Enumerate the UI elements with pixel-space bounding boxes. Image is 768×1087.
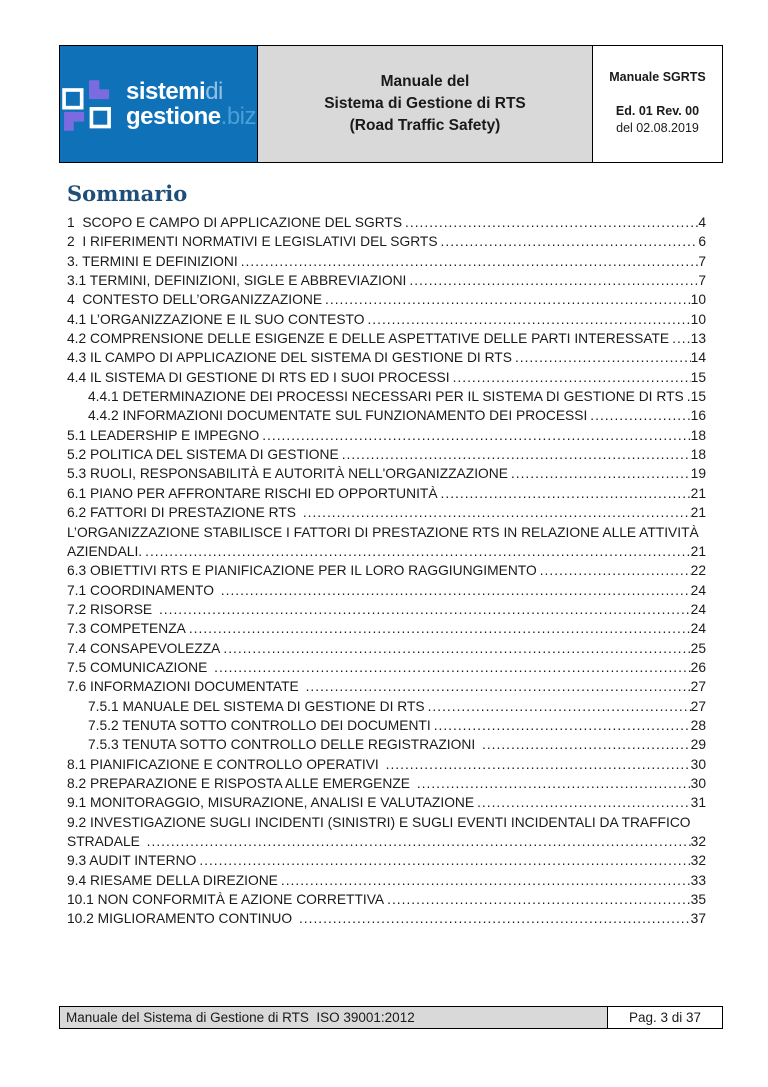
toc-entry-page: 29 (690, 737, 706, 753)
toc-entry[interactable] (67, 368, 706, 387)
toc-entry-label: 7.5 COMUNICAZIONE (67, 659, 212, 675)
document-title-line: (Road Traffic Safety) (349, 117, 501, 134)
toc-dot-leader (425, 697, 691, 716)
toc-entry[interactable] (67, 832, 706, 851)
toc-entry[interactable] (67, 348, 706, 367)
document-footer (59, 1006, 723, 1029)
toc-entry[interactable] (67, 484, 706, 503)
toc-dot-leader (259, 426, 690, 445)
logo-cell (60, 46, 258, 162)
toc-dot-leader (296, 909, 691, 928)
toc-entry-label: 5.2 POLITICA DEL SISTEMA DI GESTIONE (67, 447, 339, 463)
toc-entry-label: 5.3 RUOLI, RESPONSABILITÀ E AUTORITÀ NELL'ORGANIZZAZIONE (67, 466, 508, 482)
toc-entry[interactable] (67, 755, 706, 774)
toc-dot-leader (406, 271, 698, 290)
toc-entry-page: 21 (690, 505, 706, 521)
toc-dot-leader (211, 658, 691, 677)
toc-entry-page: 21 (690, 543, 706, 559)
toc-entry-label: 9.3 AUDIT INTERNO (67, 853, 197, 869)
toc-dot-leader (402, 213, 698, 232)
toc-entry-label: 7.4 CONSAPEVOLEZZA (67, 640, 221, 656)
toc-entry-page: 7 (698, 273, 706, 289)
toc-dot-leader (196, 851, 690, 870)
toc-entry-page: 35 (690, 892, 706, 908)
toc-entry-page: 15 (690, 389, 706, 405)
toc-dot-leader (384, 890, 691, 909)
toc-entry[interactable] (67, 329, 706, 348)
document-ref-cell (593, 46, 722, 162)
toc-dot-leader (144, 832, 691, 851)
toc-entry[interactable] (67, 890, 706, 909)
toc-entry-label: L’ORGANIZZAZIONE STABILISCE I FATTORI DI PRESTAZIONE RTS IN RELAZIONE ALLE ATTIVITÀ (67, 524, 699, 540)
toc-dot-leader (508, 464, 691, 483)
toc-entry-label: 5.1 LEADERSHIP E IMPEGNO (67, 427, 260, 443)
toc-entry[interactable] (67, 813, 706, 832)
toc-entry[interactable] (67, 639, 706, 658)
toc-entry-page: 13 (690, 331, 706, 347)
toc-entry[interactable] (67, 252, 706, 271)
toc-entry[interactable] (67, 697, 706, 716)
toc-entry-label: STRADALE (67, 834, 144, 849)
toc-dot-leader (537, 561, 691, 580)
toc-entry[interactable] (67, 793, 706, 812)
toc-entry-page: 32 (690, 834, 706, 849)
toc-dot-leader (303, 677, 691, 696)
toc-entry[interactable] (67, 503, 706, 522)
toc-entry-page: 32 (690, 853, 706, 869)
toc-entry-label: 8.2 PREPARAZIONE E RISPOSTA ALLE EMERGENZE (67, 775, 414, 791)
toc-dot-leader (142, 542, 691, 561)
toc-entry-label: 4 CONTESTO DELL’ORGANIZZAZIONE (67, 292, 323, 308)
logo-wordmark (126, 79, 256, 129)
toc-dot-leader (431, 716, 691, 735)
toc-entry-label: 7.5.2 TENUTA SOTTO CONTROLLO DEI DOCUMENTI (88, 717, 431, 733)
toc-entry-label: 9.1 MONITORAGGIO, MISURAZIONE, ANALISI E VALUTAZIONE (67, 795, 475, 811)
toc-entry-label: 2 I RIFERIMENTI NORMATIVI E LEGISLATIVI DEL SGRTS (67, 234, 438, 250)
toc-entry-label: 9.2 INVESTIGAZIONE SUGLI INCIDENTI (SINISTRI) E SUGLI EVENTI INCIDENTALI DA TRAFFICO (67, 814, 691, 830)
toc-entry-label: 3.1 TERMINI, DEFINIZIONI, SIGLE E ABBREVIAZIONI (67, 273, 407, 289)
toc-entry[interactable] (67, 909, 706, 928)
toc-entry-label: 10.2 MIGLIORAMENTO CONTINUO (67, 911, 296, 927)
toc-entry[interactable] (67, 774, 706, 793)
toc-dot-leader (220, 639, 690, 658)
toc-entry[interactable] (67, 445, 706, 464)
toc-dot-leader (300, 503, 691, 522)
toc-entry-page: 7 (698, 253, 706, 269)
footer-page-number: Pag. 3 di 37 (608, 1007, 722, 1028)
toc-entry-label: 7.1 COORDINAMENTO (67, 582, 218, 598)
toc-dot-leader (383, 755, 691, 774)
logo-line-2: gestione.biz (125, 103, 257, 130)
toc-dot-leader (339, 445, 691, 464)
toc-entry-page: 22 (690, 563, 706, 579)
toc-dot-leader (238, 252, 699, 271)
toc-dot-leader (322, 290, 691, 309)
toc-entry-label: 4.1 L’ORGANIZZAZIONE E IL SUO CONTESTO (67, 311, 365, 327)
toc-entry-page: 25 (690, 640, 706, 656)
toc-dot-leader (684, 387, 691, 406)
toc-entry-page: 37 (690, 911, 706, 927)
toc-entry-label: 6.2 FATTORI DI PRESTAZIONE RTS (67, 505, 300, 521)
toc-entry-label: AZIENDALI. (67, 543, 143, 559)
toc-entry-page: 10 (690, 311, 706, 327)
logo-line-1: sistemidi (125, 78, 223, 105)
toc-entry-label: 7.6 INFORMAZIONI DOCUMENTATE (67, 679, 303, 695)
toc-entry[interactable] (67, 851, 706, 870)
toc-dot-leader (587, 406, 690, 425)
toc-entry-page: 19 (690, 466, 706, 482)
toc-entry-page: 6 (698, 234, 706, 250)
toc-entry[interactable] (67, 523, 706, 542)
toc-entry-page: 26 (690, 659, 706, 675)
toc-dot-leader (438, 484, 691, 503)
logo-squares-icon (61, 75, 117, 133)
toc-entry-label: 3. TERMINI E DEFINIZIONI (67, 253, 238, 269)
toc-entry-label: 10.1 NON CONFORMITÀ E AZIONE CORRETTIVA (67, 892, 385, 908)
toc-entry-page: 14 (690, 350, 706, 366)
toc-entry[interactable] (67, 290, 706, 309)
footer-document-name: Manuale del Sistema di Gestione di RTS ISO 39001:2012 (60, 1007, 608, 1028)
toc-dot-leader (438, 232, 699, 251)
toc-entry[interactable] (67, 426, 706, 445)
company-logo (61, 75, 256, 133)
toc-entry-label: 1 SCOPO E CAMPO DI APPLICAZIONE DEL SGRTS (67, 215, 403, 230)
toc-entry[interactable] (67, 310, 706, 329)
toc-entry-label: 7.2 RISORSE (67, 601, 156, 617)
toc-entry[interactable] (67, 581, 706, 600)
toc-dot-leader (474, 793, 691, 812)
toc-entry-page: 10 (690, 292, 706, 308)
toc-entry[interactable] (67, 464, 706, 483)
toc-entry-page: 18 (690, 447, 706, 463)
toc-entry-label: 4.4.1 DETERMINAZIONE DEI PROCESSI NECESSARI PER IL SISTEMA DI GESTIONE DI RTS (88, 389, 684, 405)
toc-entry[interactable] (67, 716, 706, 735)
toc-entry[interactable] (67, 600, 706, 619)
toc-entry-page: 24 (690, 621, 706, 637)
toc-list (67, 213, 706, 929)
toc-dot-leader (512, 348, 691, 367)
toc-dot-leader (186, 619, 691, 638)
toc-dot-leader (218, 581, 691, 600)
toc-entry-label: 7.5.1 MANUALE DEL SISTEMA DI GESTIONE DI RTS (88, 698, 425, 714)
toc-entry[interactable] (67, 387, 706, 406)
toc-entry-page: 27 (690, 679, 706, 695)
toc-entry[interactable] (67, 406, 706, 425)
toc-entry-label: 7.3 COMPETENZA (67, 621, 186, 637)
toc-dot-leader (364, 310, 690, 329)
toc-entry-page: 24 (690, 601, 706, 617)
toc-entry-label: 4.2 COMPRENSIONE DELLE ESIGENZE E DELLE ASPETTATIVE DELLE PARTI INTERESSATE (67, 331, 670, 347)
toc-entry[interactable] (67, 658, 706, 677)
toc-entry[interactable] (67, 232, 706, 251)
toc-entry[interactable] (67, 271, 706, 290)
toc-dot-leader (450, 368, 691, 387)
toc-entry-label: 6.3 OBIETTIVI RTS E PIANIFICAZIONE PER IL LORO RAGGIUNGIMENTO (67, 563, 537, 579)
toc-heading: Sommario (67, 181, 188, 206)
document-title-cell (258, 46, 593, 162)
toc-entry[interactable] (67, 677, 706, 696)
toc-entry-label: 4.3 IL CAMPO DI APPLICAZIONE DEL SISTEMA DI GESTIONE DI RTS (67, 350, 512, 366)
doc-ref-date: del 02.08.2019 (616, 121, 699, 135)
toc-entry-page: 33 (690, 872, 706, 888)
toc-entry[interactable] (67, 542, 706, 561)
toc-dot-leader (156, 600, 691, 619)
toc-entry-label: 8.1 PIANIFICAZIONE E CONTROLLO OPERATIVI (67, 756, 383, 772)
toc-entry[interactable] (67, 213, 706, 232)
doc-ref-edition: Ed. 01 Rev. 00 (615, 104, 700, 118)
toc-entry-label: 9.4 RIESAME DELLA DIREZIONE (67, 872, 278, 888)
toc-entry-page: 4 (698, 215, 706, 230)
doc-ref-name: Manuale SGRTS (609, 70, 706, 84)
toc-entry-label: 4.4 IL SISTEMA DI GESTIONE DI RTS ED I SUOI PROCESSI (67, 369, 450, 385)
toc-dot-leader (669, 329, 691, 348)
toc-entry-page: 15 (690, 369, 706, 385)
toc-entry-page: 24 (690, 582, 706, 598)
document-title-line: Sistema di Gestione di RTS (324, 95, 526, 112)
toc-dot-leader (479, 735, 691, 754)
toc-entry[interactable] (67, 735, 706, 754)
toc-entry-label: 4.4.2 INFORMAZIONI DOCUMENTATE SUL FUNZIONAMENTO DEI PROCESSI (88, 408, 588, 424)
toc-entry[interactable] (67, 619, 706, 638)
toc-entry-label: 7.5.3 TENUTA SOTTO CONTROLLO DELLE REGISTRAZIONI (88, 737, 480, 753)
toc-entry-page: 16 (690, 408, 706, 424)
toc-entry[interactable] (67, 871, 706, 890)
toc-entry-page: 18 (690, 427, 706, 443)
toc-entry[interactable] (67, 561, 706, 580)
document-header (59, 45, 723, 163)
document-title-line: Manuale del (380, 73, 470, 90)
page-content (67, 181, 706, 929)
toc-entry-page: 21 (690, 485, 706, 501)
toc-entry-page: 31 (690, 795, 706, 811)
toc-dot-leader (278, 871, 691, 890)
toc-entry-label: 6.1 PIANO PER AFFRONTARE RISCHI ED OPPORTUNITÀ (67, 485, 438, 501)
toc-entry-page: 30 (690, 756, 706, 772)
toc-entry-page: 27 (690, 698, 706, 714)
toc-entry-page: 30 (690, 775, 706, 791)
toc-entry-page: 28 (690, 717, 706, 733)
toc-dot-leader (414, 774, 691, 793)
